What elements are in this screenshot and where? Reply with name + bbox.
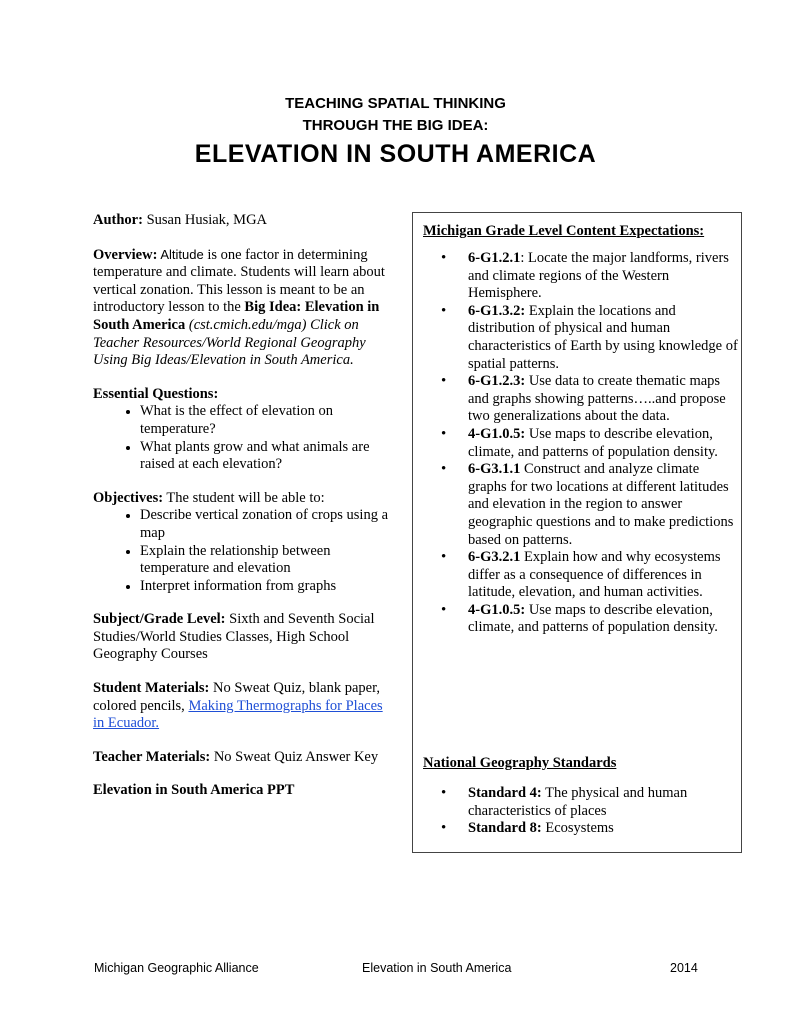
expectation-code: 6-G1.2.3: xyxy=(468,373,526,390)
overview-text: is one factor in determining temperature and climate. Students will learn about vertical zonation. This lesson is meant to be an introductory lesson to the xyxy=(93,246,385,316)
list-item xyxy=(468,602,741,637)
overview-url: (cst.cmich.edu/mga) xyxy=(185,316,307,333)
list-item: • Describe vertical zonation of crops using a map xyxy=(140,507,393,542)
ngs-title: National Geography Standards xyxy=(423,755,617,771)
list-item: • What is the effect of elevation on temperature? xyxy=(140,403,393,438)
author-line xyxy=(93,212,393,230)
subject-label: Subject/Grade Level: xyxy=(93,611,226,628)
expectations-title: Michigan Grade Level Content Expectations: xyxy=(423,223,705,239)
standards-list xyxy=(423,785,741,838)
big-idea: Big Idea: Elevation in South America xyxy=(93,299,380,333)
teacher-materials xyxy=(93,749,393,767)
list-item xyxy=(468,785,741,820)
author-value: Susan Husiak, MGA xyxy=(142,212,268,228)
expectation-text: Use data to create thematic maps and graphs showing patterns…..and propose two generalizations about the data. xyxy=(468,373,726,425)
expectations-list xyxy=(423,250,741,637)
expectation-text: Use maps to describe elevation, climate, and patterns of population density. xyxy=(468,425,718,460)
list-item xyxy=(468,820,741,838)
essential-questions-label: Essential Questions: xyxy=(93,385,219,402)
footer-year: 2014 xyxy=(670,961,698,975)
expectation-code: 4-G1.0.5: xyxy=(468,601,526,618)
overview-label: Overview: xyxy=(93,246,158,263)
teacher-materials-text: No Sweat Quiz Answer Key xyxy=(210,748,379,765)
header-line-2: THROUGH THE BIG IDEA: xyxy=(302,117,489,134)
footer-doc: Elevation in South America xyxy=(362,961,512,975)
list-item: • Explain the relationship between temperature and elevation xyxy=(140,543,393,578)
expectation-sep: : xyxy=(520,250,525,266)
essential-questions xyxy=(93,386,393,474)
expectation-text: Explain how and why ecosystems differ as a consequence of differences in latitude, elevation, and human activities. xyxy=(468,549,721,601)
student-materials xyxy=(93,680,393,733)
objectives-label: Objectives: xyxy=(93,489,164,506)
student-materials-text: No Sweat Quiz, blank paper, colored pencils, xyxy=(93,680,380,714)
objectives-text: The student will be able to: xyxy=(163,489,325,506)
subject-text: Sixth and Seventh Social Studies/World Studies Classes, High School Geography Courses xyxy=(93,611,375,663)
standard-text: The physical and human characteristics of places xyxy=(468,785,688,819)
list-item xyxy=(468,426,741,461)
list-item xyxy=(468,549,741,602)
header-line-1: TEACHING SPATIAL THINKING xyxy=(285,95,506,112)
list-item xyxy=(468,373,741,426)
footer-org: Michigan Geographic Alliance xyxy=(94,961,259,975)
left-column xyxy=(93,212,393,816)
expectation-code: 6-G1.3.2: xyxy=(468,302,526,319)
list-item: • Interpret information from graphs xyxy=(140,578,393,596)
ppt-title: Elevation in South America PPT xyxy=(93,782,295,799)
page-title: ELEVATION IN SOUTH AMERICA xyxy=(194,140,597,168)
author-label: Author: xyxy=(93,212,143,228)
thermographs-link[interactable]: Making Thermographs for Places in Ecuador. xyxy=(93,697,383,732)
list-item xyxy=(468,303,741,373)
expectations-box xyxy=(412,212,742,853)
expectation-code: 6-G1.2.1 xyxy=(468,250,521,266)
objectives xyxy=(93,490,393,596)
standard-code: Standard 8: xyxy=(468,820,542,837)
student-materials-label: Student Materials: xyxy=(93,680,210,697)
expectation-text: Construct and analyze climate graphs for two locations at different latitudes and elevation in the region to answer geographic questions and to make predictions based on patterns. xyxy=(468,461,734,548)
expectation-text: Explain the locations and distribution of physical and human characteristics of Earth by using knowledge of spatial patterns. xyxy=(468,302,738,372)
list-item xyxy=(468,461,741,549)
expectation-code: 4-G1.0.5: xyxy=(468,425,526,442)
subject-grade-level xyxy=(93,611,393,664)
expectation-code: 6-G3.2.1 xyxy=(468,549,521,566)
standard-text: Ecosystems xyxy=(541,820,614,837)
overview-instructions: Click on Teacher Resources/World Regional Geography Using Big Ideas/Elevation in South America. xyxy=(93,316,366,369)
list-item: • What plants grow and what animals are raised at each elevation? xyxy=(140,439,393,474)
expectation-text: Use maps to describe elevation, climate, and patterns of population density. xyxy=(468,601,718,636)
ppt-line xyxy=(93,782,393,800)
overview-altitude: Altitude xyxy=(157,246,204,262)
standard-code: Standard 4: xyxy=(468,785,542,801)
expectation-code: 6-G3.1.1 xyxy=(468,461,521,478)
expectation-text: Locate the major landforms, rivers and climate regions of the Western Hemisphere. xyxy=(468,250,729,302)
overview-paragraph xyxy=(93,246,393,370)
list-item xyxy=(468,250,741,303)
teacher-materials-label: Teacher Materials: xyxy=(93,748,211,765)
